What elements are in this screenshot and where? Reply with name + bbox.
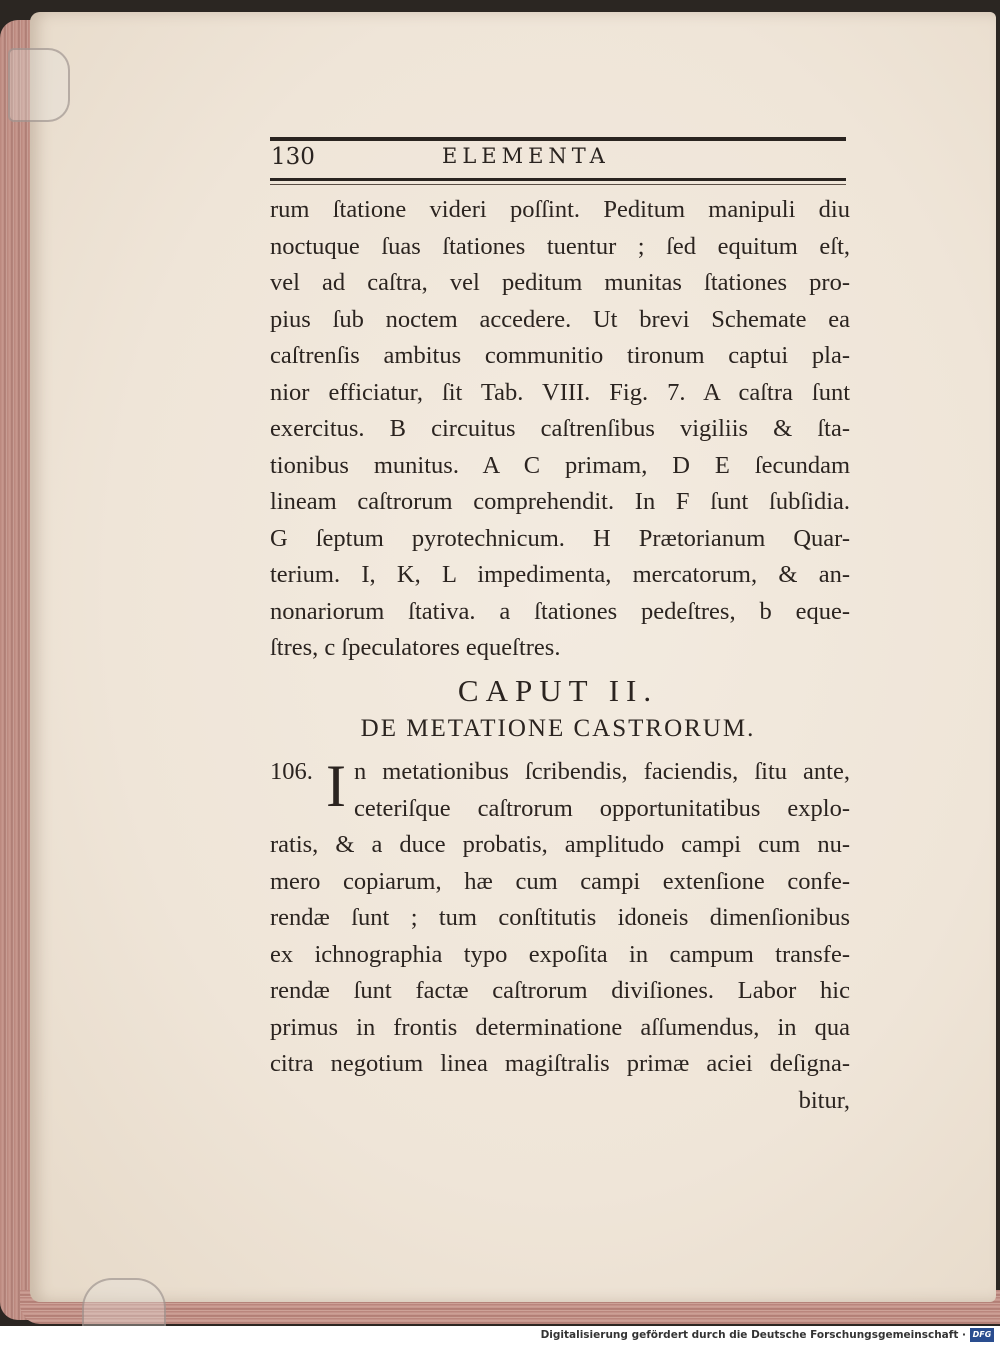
text-line: lineam caſtrorum comprehendit. In F ſunt ſubſidia. (270, 488, 850, 515)
text-line: ex ichnographia typo expoſita in campum transfe- (270, 940, 850, 968)
text-line: mero copiarum, hæ cum campi extenſione confe- (270, 867, 850, 895)
text-line: rendæ ſunt ; tum conſtitutis idoneis dimenſionibus (270, 904, 850, 931)
header-rule-top (270, 137, 846, 141)
drop-cap: I (326, 753, 346, 819)
catchword: bitur, (798, 1086, 850, 1114)
dfg-logo-icon: DFG (970, 1328, 994, 1342)
text-line: nior efficiatur, ſit Tab. VIII. Fig. 7. A caſtra ſunt (270, 378, 850, 406)
text-line: citra negotium linea magiſtralis primæ aciei deſigna- (270, 1050, 850, 1077)
page-clamp-bottom (82, 1278, 166, 1332)
text-line: ſtres, c ſpeculatores equeſtres. (270, 634, 561, 661)
text-line: terium. I, K, L impedimenta, mercatorum, & an- (270, 561, 850, 588)
text-line: pius ſub noctem accedere. Ut brevi Schemate ea (270, 305, 850, 333)
footer-credit: Digitalisierung gefördert durch die Deutsche Forschungsgemeinschaft · (540, 1329, 966, 1341)
page-number: 130 (271, 144, 315, 170)
text-line: nonariorum ſtativa. a ſtationes pedeſtres, b eque- (270, 597, 850, 625)
text-line: vel ad caſtra, vel peditum munitas ſtationes pro- (270, 269, 850, 296)
text-line: rum ſtatione videri poſſint. Peditum manipuli diu (270, 196, 850, 223)
text-line: ceteriſque caſtrorum opportunitatibus explo- (354, 794, 850, 822)
header-rule-bottom (270, 178, 846, 181)
paragraph-2 (270, 754, 850, 1119)
paragraph-number: 106. (270, 758, 313, 785)
text-line: primus in frontis determinatione aſſumendus, in qua (270, 1013, 850, 1041)
text-line: ratis, & a duce probatis, amplitudo campi cum nu- (270, 831, 850, 858)
text-line: exercitus. B circuitus caſtrenſibus vigiliis & ſta- (270, 415, 850, 442)
text-line: tionibus munitus. A C primam, D E ſecundam (270, 451, 850, 479)
running-head: ELEMENTA (442, 144, 610, 168)
text-line: G ſeptum pyrotechnicum. H Prætorianum Quar- (270, 524, 850, 552)
paragraph-1 (270, 192, 850, 667)
text-line: rendæ ſunt factæ caſtrorum diviſiones. Labor hic (270, 977, 850, 1004)
chapter-subtitle: DE METATIONE CASTRORUM. (360, 715, 756, 742)
text-line: caſtrenſis ambitus communitio tironum captui pla- (270, 342, 850, 369)
page-clamp-top (8, 48, 70, 122)
chapter-title: CAPUT II. (457, 673, 659, 708)
header-rule-thin (270, 184, 846, 185)
text-line: noctuque ſuas ſtationes tuentur ; ſed equitum eſt, (270, 232, 850, 260)
text-line: n metationibus ſcribendis, faciendis, ſitu ante, (354, 758, 850, 785)
